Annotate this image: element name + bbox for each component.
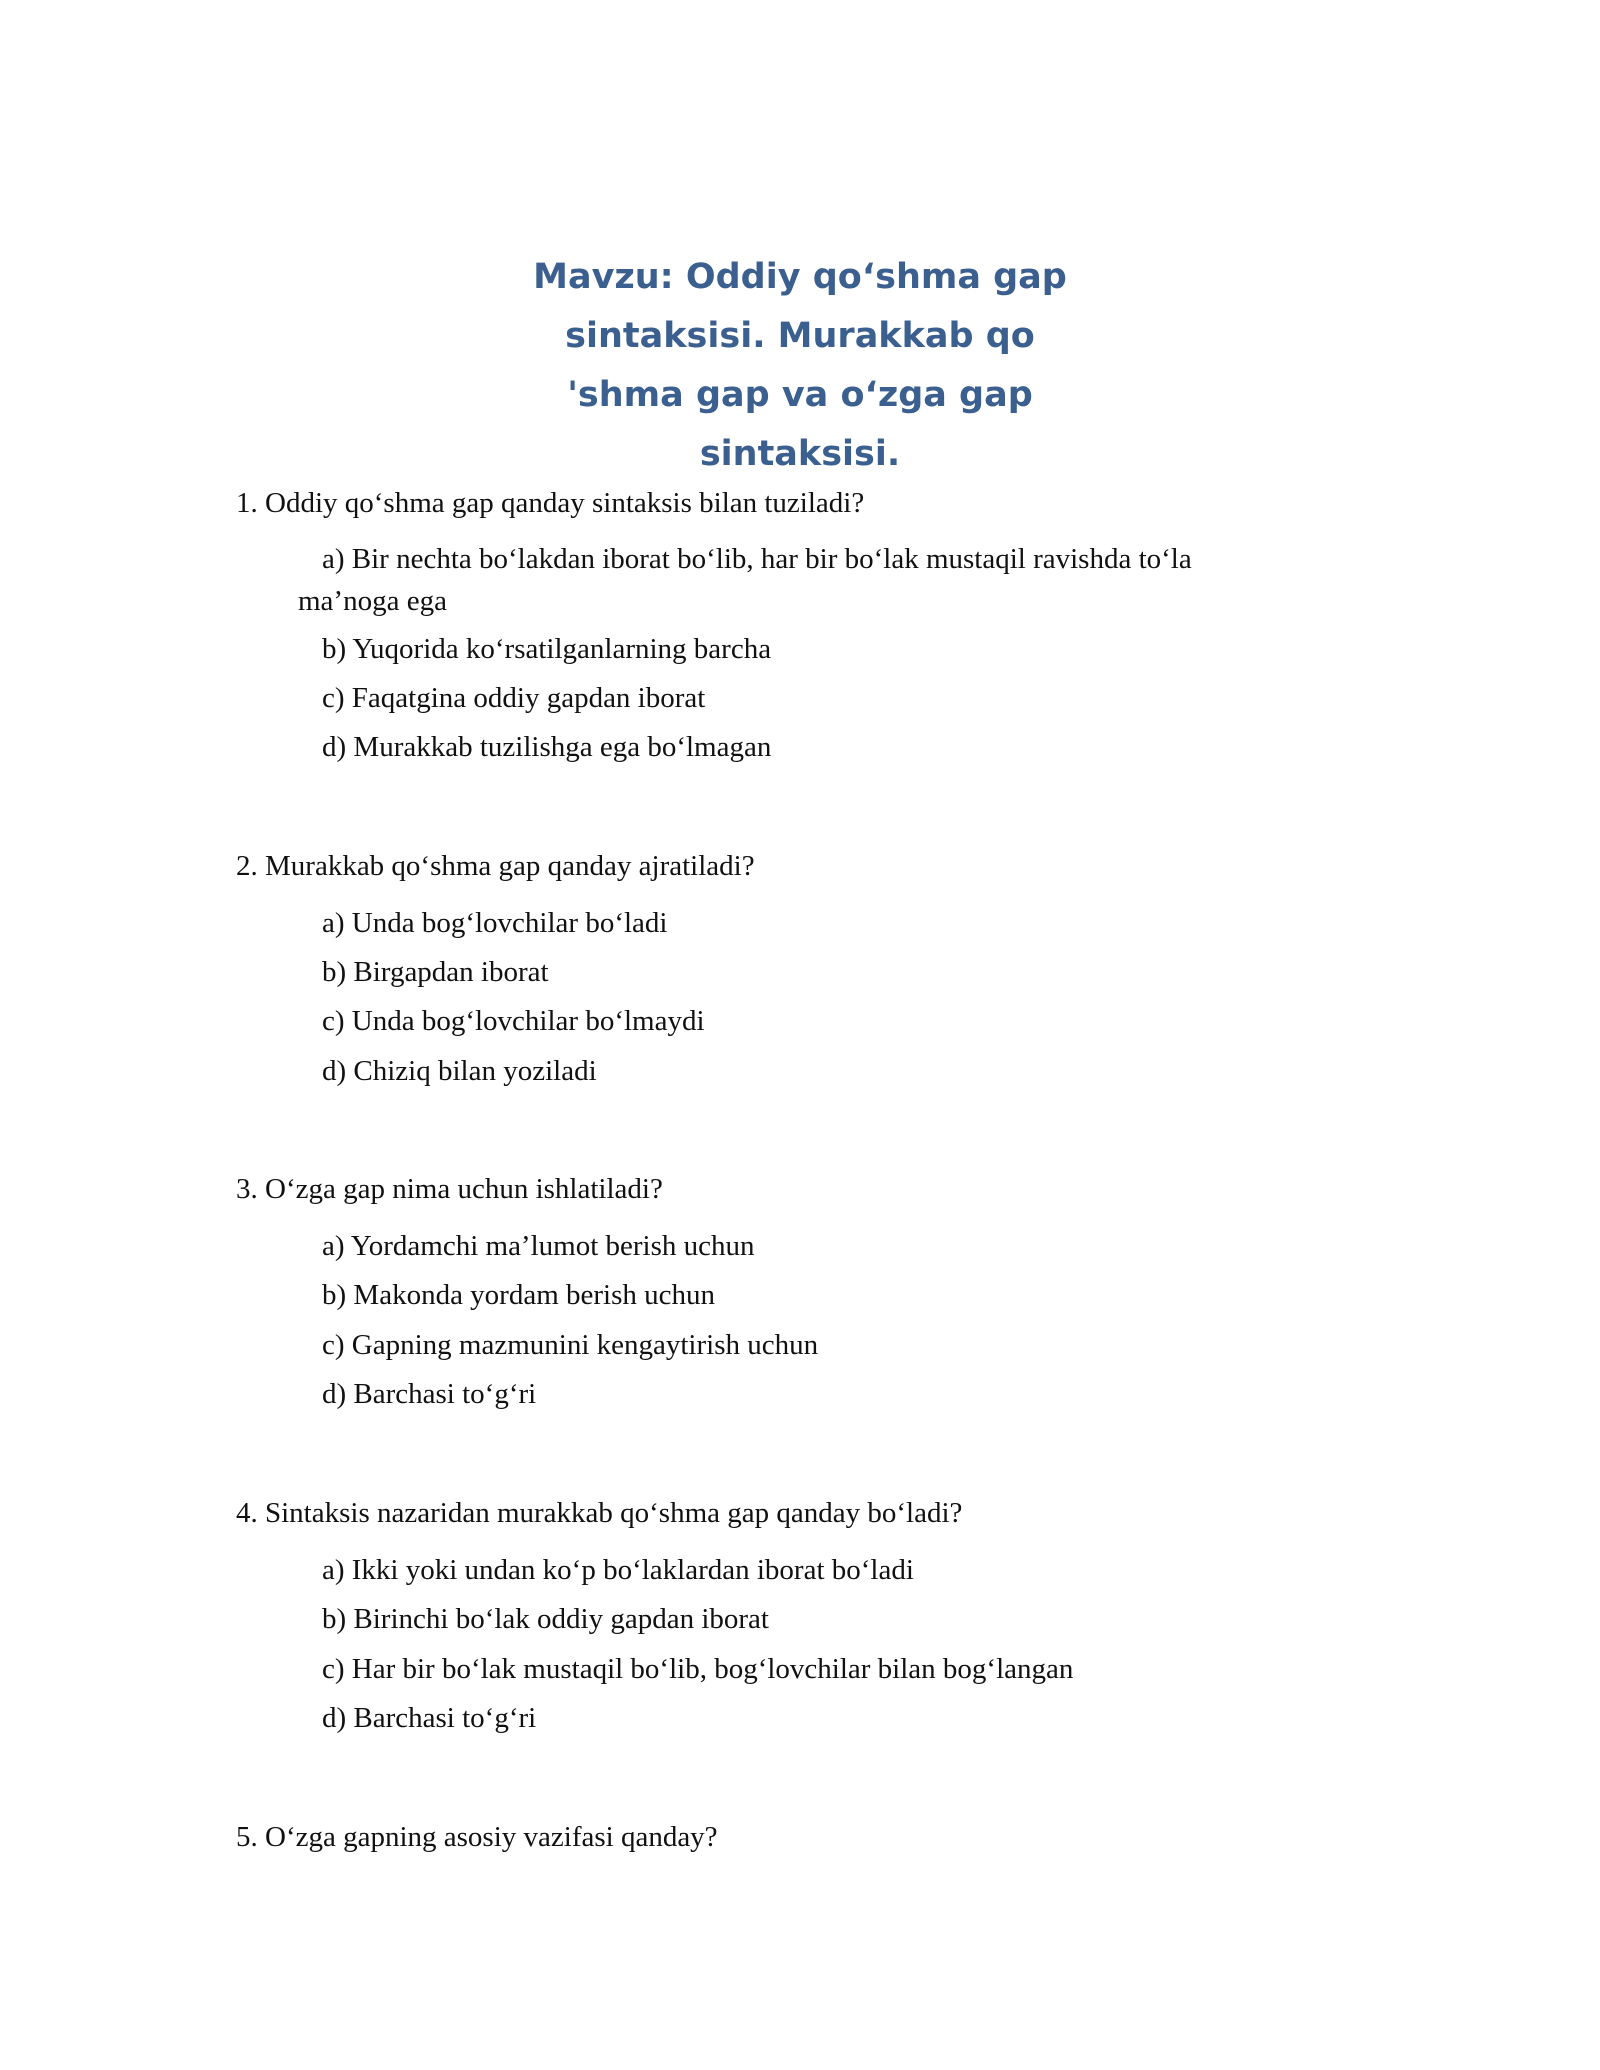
question-2-option-a: a) Unda bog‘lovchilar bo‘ladi	[322, 907, 668, 939]
question-2-option-b: b) Birgapdan iborat	[322, 956, 549, 988]
question-2-option-c: c) Unda bog‘lovchilar bo‘lmaydi	[322, 1005, 705, 1037]
question-3-option-b: b) Makonda yordam berish uchun	[322, 1279, 716, 1311]
question-2-option-d: d) Chiziq bilan yoziladi	[322, 1055, 597, 1087]
title-line: Mavzu: Oddiy qo‘shma gap	[533, 257, 1067, 297]
question-5-text: 5. O‘zga gapning asosiy vazifasi qanday?	[236, 1821, 718, 1853]
question-1-option-d: d) Murakkab tuzilishga ega bo‘lmagan	[322, 731, 772, 763]
question-1-text: 1. Oddiy qo‘shma gap qanday sintaksis bilan tuziladi?	[236, 487, 865, 519]
question-3-text: 3. O‘zga gap nima uchun ishlatiladi?	[236, 1173, 663, 1205]
title-line: sintaksisi. Murakkab qo	[565, 316, 1035, 356]
question-4-option-d: d) Barchasi to‘g‘ri	[322, 1702, 537, 1734]
question-1-option-b: b) Yuqorida ko‘rsatilganlarning barcha	[322, 633, 772, 665]
question-3-option-d: d) Barchasi to‘g‘ri	[322, 1378, 537, 1410]
document-title	[470, 248, 1130, 484]
question-4-option-b: b) Birinchi bo‘lak oddiy gapdan iborat	[322, 1603, 769, 1635]
title-line: 'shma gap va o‘zga gap	[567, 375, 1033, 415]
question-1-option-c: c) Faqatgina oddiy gapdan iborat	[322, 682, 706, 714]
question-4-option-c: c) Har bir bo‘lak mustaqil bo‘lib, bog‘lovchilar bilan bog‘langan	[322, 1653, 1074, 1685]
question-3-option-c: c) Gapning mazmunini kengaytirish uchun	[322, 1329, 819, 1361]
question-2-text: 2. Murakkab qo‘shma gap qanday ajratiladi?	[236, 850, 755, 882]
question-4-text: 4. Sintaksis nazaridan murakkab qo‘shma gap qanday bo‘ladi?	[236, 1497, 963, 1529]
title-line: sintaksisi.	[699, 434, 901, 474]
question-3-option-a: a) Yordamchi ma’lumot berish uchun	[322, 1230, 755, 1262]
question-4-option-a: a) Ikki yoki undan ko‘p bo‘laklardan iborat bo‘ladi	[322, 1554, 914, 1586]
question-1-option-a: a) Bir nechta bo‘lakdan iborat bo‘lib, har bir bo‘lak mustaqil ravishda to‘la ma’noga ega	[298, 543, 1192, 617]
